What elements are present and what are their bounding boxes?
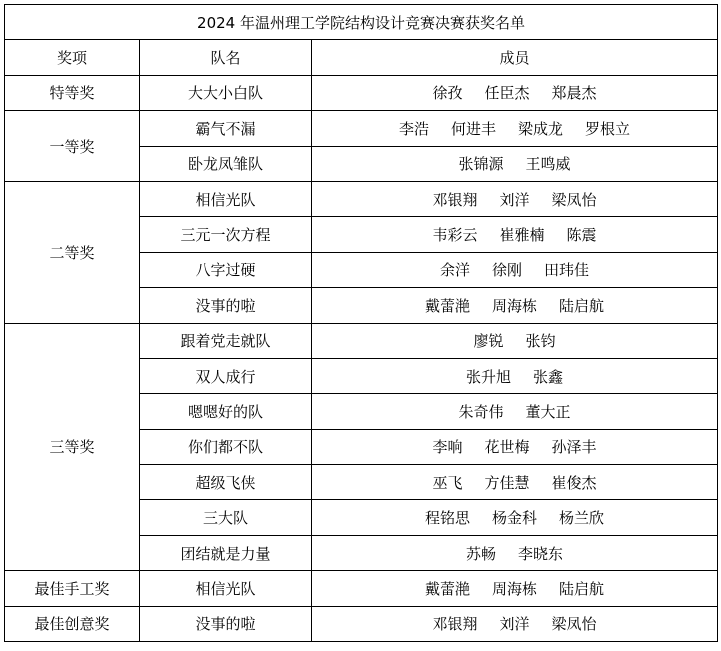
- award-cell: 三等奖: [5, 323, 140, 571]
- table-row: [5, 75, 718, 110]
- member-name: 周海栋: [492, 579, 538, 598]
- member-name: 戴蕾滟: [424, 296, 470, 315]
- award-table-body: [5, 5, 718, 642]
- table-title: 2024 年温州理工学院结构设计竞赛决赛获奖名单: [5, 5, 718, 40]
- header-award: 奖项: [5, 40, 140, 75]
- members-cell: [312, 429, 718, 464]
- members-cell: [312, 465, 718, 500]
- member-name: 戴蕾滟: [424, 579, 470, 598]
- team-cell: 大大小白队: [140, 75, 312, 110]
- member-name: 张钧: [525, 332, 556, 351]
- members-cell: [312, 252, 718, 287]
- members-cell: [312, 358, 718, 393]
- members-cell: [312, 571, 718, 606]
- member-name: 陆启航: [559, 579, 605, 598]
- header-row: [5, 40, 718, 75]
- table-row: [5, 111, 718, 146]
- member-name: 李响: [432, 438, 463, 457]
- member-name: 李浩: [398, 119, 429, 138]
- member-name: 梁成龙: [518, 119, 564, 138]
- member-name: 周海栋: [492, 296, 538, 315]
- member-name: 董大正: [525, 402, 571, 421]
- member-name: 廖锐: [473, 332, 504, 351]
- award-table: [4, 4, 718, 642]
- table-row: [5, 606, 718, 641]
- member-name: 张锦源: [458, 155, 504, 174]
- member-name: 郑晨杰: [551, 84, 597, 103]
- table-row: [5, 181, 718, 216]
- award-cell: 一等奖: [5, 111, 140, 182]
- members-cell: [312, 500, 718, 535]
- member-name: 梁凤怡: [551, 190, 597, 209]
- member-name: 陈震: [566, 226, 597, 245]
- member-name: 杨兰欣: [559, 509, 605, 528]
- member-name: 任臣杰: [484, 84, 530, 103]
- team-cell: 没事的啦: [140, 606, 312, 641]
- team-cell: 跟着党走就队: [140, 323, 312, 358]
- members-cell: [312, 75, 718, 110]
- team-cell: 三元一次方程: [140, 217, 312, 252]
- members-cell: [312, 394, 718, 429]
- member-name: 罗根立: [585, 119, 631, 138]
- team-cell: 相信光队: [140, 571, 312, 606]
- members-cell: [312, 535, 718, 570]
- member-name: 刘洋: [499, 615, 530, 634]
- member-name: 何进丰: [451, 119, 497, 138]
- members-cell: [312, 288, 718, 323]
- header-team: 队名: [140, 40, 312, 75]
- member-name: 余洋: [439, 261, 470, 280]
- member-name: 孙泽丰: [551, 438, 597, 457]
- member-name: 崔雅楠: [499, 226, 545, 245]
- member-name: 王鸣威: [525, 155, 571, 174]
- team-cell: 三大队: [140, 500, 312, 535]
- title-row: [5, 5, 718, 40]
- team-cell: 双人成行: [140, 358, 312, 393]
- member-name: 梁凤怡: [551, 615, 597, 634]
- award-cell: 特等奖: [5, 75, 140, 110]
- member-name: 刘洋: [499, 190, 530, 209]
- member-name: 李晓东: [518, 544, 564, 563]
- member-name: 张升旭: [466, 367, 512, 386]
- award-cell: 最佳手工奖: [5, 571, 140, 606]
- members-cell: [312, 111, 718, 146]
- member-name: 徐孜: [432, 84, 463, 103]
- team-cell: 卧龙凤雏队: [140, 146, 312, 181]
- team-cell: 霸气不漏: [140, 111, 312, 146]
- member-name: 花世梅: [484, 438, 530, 457]
- table-row: [5, 323, 718, 358]
- member-name: 陆启航: [559, 296, 605, 315]
- team-cell: 嗯嗯好的队: [140, 394, 312, 429]
- award-cell: 最佳创意奖: [5, 606, 140, 641]
- team-cell: 你们都不队: [140, 429, 312, 464]
- member-name: 方佳慧: [484, 473, 530, 492]
- member-name: 巫飞: [432, 473, 463, 492]
- member-name: 田玮佳: [544, 261, 590, 280]
- member-name: 邓银翔: [432, 615, 478, 634]
- members-cell: [312, 217, 718, 252]
- team-cell: 八字过硬: [140, 252, 312, 287]
- member-name: 徐刚: [492, 261, 523, 280]
- team-cell: 团结就是力量: [140, 535, 312, 570]
- table-row: [5, 571, 718, 606]
- member-name: 程铭思: [424, 509, 470, 528]
- members-cell: [312, 181, 718, 216]
- team-cell: 相信光队: [140, 181, 312, 216]
- member-name: 邓银翔: [432, 190, 478, 209]
- members-cell: [312, 323, 718, 358]
- members-cell: [312, 146, 718, 181]
- team-cell: 超级飞侠: [140, 465, 312, 500]
- member-name: 张鑫: [533, 367, 564, 386]
- member-name: 苏畅: [466, 544, 497, 563]
- award-cell: 二等奖: [5, 181, 140, 323]
- member-name: 韦彩云: [432, 226, 478, 245]
- header-members: 成员: [312, 40, 718, 75]
- team-cell: 没事的啦: [140, 288, 312, 323]
- member-name: 崔俊杰: [551, 473, 597, 492]
- members-cell: [312, 606, 718, 641]
- member-name: 杨金科: [492, 509, 538, 528]
- member-name: 朱奇伟: [458, 402, 504, 421]
